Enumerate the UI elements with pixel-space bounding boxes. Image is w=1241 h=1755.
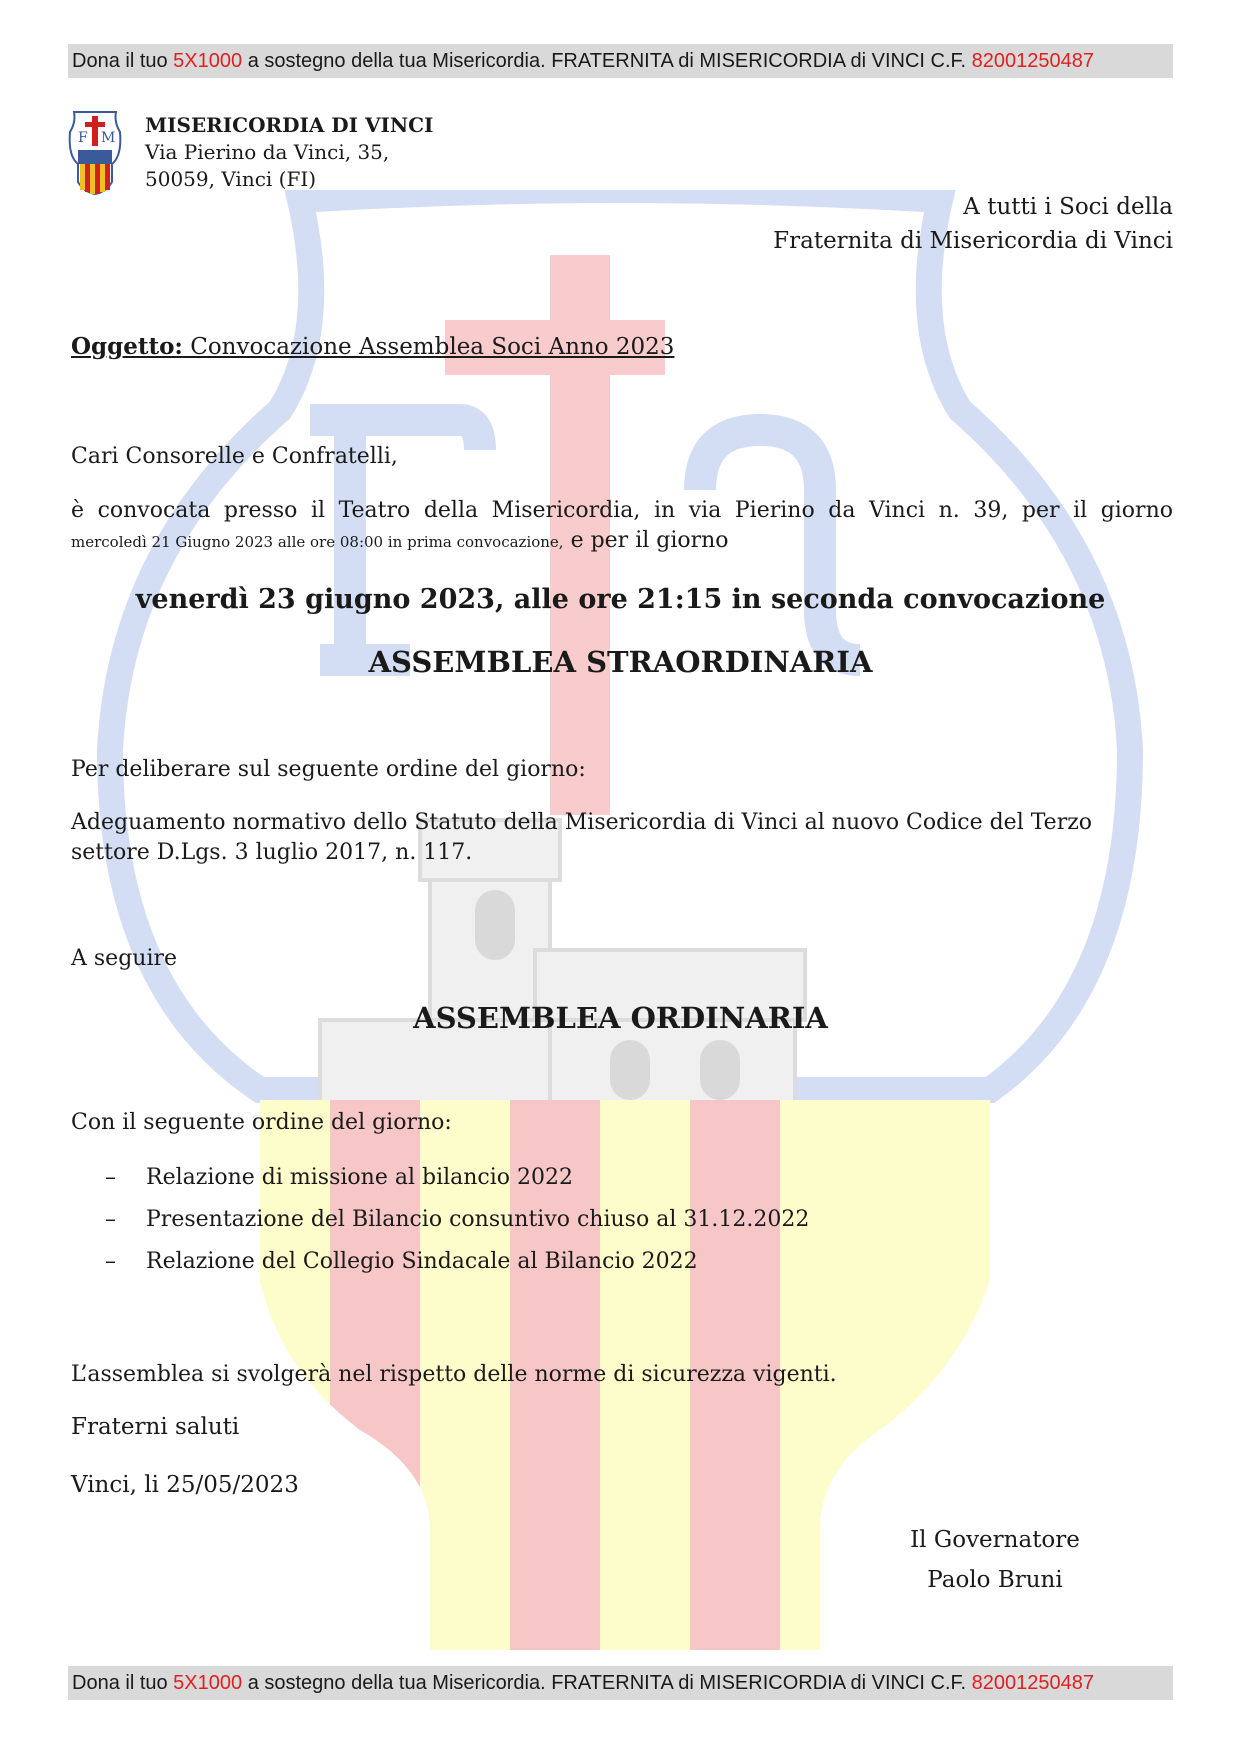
agenda-item-text: Relazione del Collegio Sindacale al Bilancio 2022	[146, 1249, 698, 1274]
safety-note: L’assemblea si svolgerà nel rispetto delle norme di sicurezza vigenti.	[71, 1362, 837, 1387]
recipients-line-1: A tutti i Soci della	[963, 194, 1173, 220]
ordinary-assembly-title: ASSEMBLEA ORDINARIA	[413, 1001, 828, 1035]
place-date: Vinci, li 25/05/2023	[71, 1472, 299, 1498]
svg-text:M: M	[101, 130, 116, 146]
extraordinary-assembly-title: ASSEMBLEA STRAORDINARIA	[368, 645, 873, 679]
first-call-line	[71, 526, 1173, 557]
subject-line	[71, 332, 674, 362]
banner-text-1: Dona il tuo	[72, 50, 174, 72]
agenda-item: – Relazione del Collegio Sindacale al Bilancio 2022	[105, 1249, 698, 1274]
first-call-date: mercoledì 21 Giugno 2023 alle ore 08:00 in prima convocazione,	[71, 533, 564, 551]
recipients-block	[773, 190, 1173, 258]
banner-text-1: Dona il tuo	[72, 1672, 174, 1694]
banner-5x1000: 5X1000	[173, 50, 243, 72]
banner-tax-code: 82001250487	[971, 1672, 1094, 1694]
banner-text-2: a sostegno della tua Misericordia. FRATERNITA di MISERICORDIA di VINCI C.F.	[242, 50, 972, 72]
closing-greeting: Fraterni saluti	[71, 1414, 240, 1440]
ordinary-intro: Con il seguente ordine del giorno:	[71, 1110, 452, 1135]
agenda-item-text: Relazione di missione al bilancio 2022	[146, 1165, 574, 1190]
second-call-date: venerdì 23 giugno 2023, alle ore 21:15 in seconda convocazione	[135, 584, 1106, 615]
organization-name: MISERICORDIA DI VINCI	[145, 113, 434, 137]
recipients-line-2: Fraternita di Misericordia di Vinci	[773, 228, 1173, 254]
following-label: A seguire	[71, 946, 178, 971]
subject-label: Oggetto:	[71, 333, 183, 360]
signature-name: Paolo Bruni	[927, 1567, 1063, 1593]
first-call-rest: e per il giorno	[563, 528, 729, 553]
agenda-item: – Relazione di missione al bilancio 2022	[105, 1165, 574, 1190]
address-line-2: 50059, Vinci (FI)	[145, 167, 317, 191]
deliberate-intro: Per deliberare sul seguente ordine del giorno:	[71, 757, 586, 782]
organization-header	[145, 112, 433, 193]
banner-text-2: a sostegno della tua Misericordia. FRATERNITA di MISERICORDIA di VINCI C.F.	[242, 1672, 972, 1694]
convocation-paragraph	[71, 496, 1173, 557]
misericordia-logo	[68, 108, 122, 196]
agenda-item-text: Presentazione del Bilancio consuntivo chiuso al 31.12.2022	[146, 1207, 810, 1232]
banner-5x1000: 5X1000	[173, 1672, 243, 1694]
convocation-line: è convocata presso il Teatro della Misericordia, in via Pierino da Vinci n. 39, per il giorno	[71, 498, 1173, 523]
subject-text: Convocazione Assemblea Soci Anno 2023	[182, 334, 675, 360]
signature-role: Il Governatore	[910, 1527, 1080, 1553]
svg-text:F: F	[78, 130, 88, 146]
ordinary-agenda-list	[105, 1157, 809, 1283]
agenda-item: – Presentazione del Bilancio consuntivo chiuso al 31.12.2022	[105, 1207, 810, 1232]
extraordinary-agenda-item: Adeguamento normativo dello Statuto della Misericordia di Vinci al nuovo Codice del Terzo settore D.Lgs. 3 luglio 2017, n. 117.	[71, 810, 1093, 865]
signature-block	[890, 1520, 1100, 1600]
address-line-1: Via Pierino da Vinci, 35,	[145, 140, 390, 164]
banner-tax-code: 82001250487	[971, 50, 1094, 72]
greeting: Cari Consorelle e Confratelli,	[71, 444, 398, 469]
